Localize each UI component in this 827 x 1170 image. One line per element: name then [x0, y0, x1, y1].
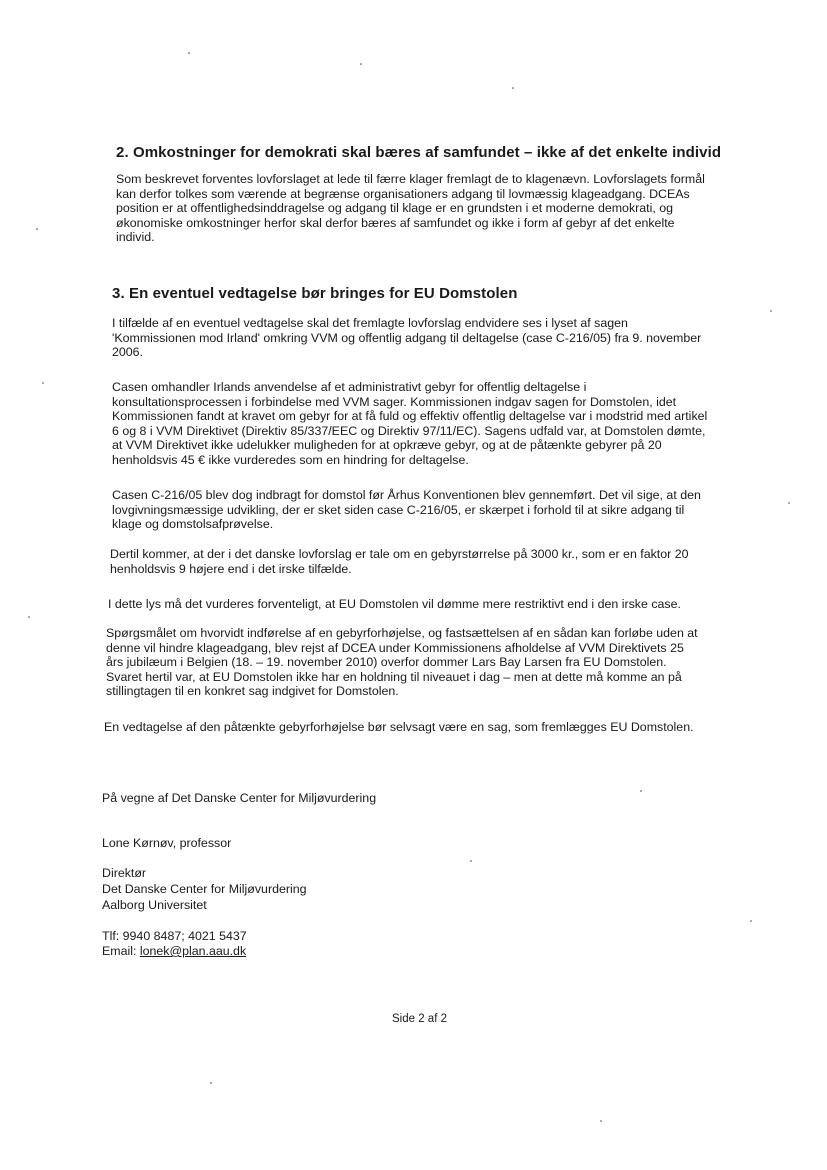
scan-speck [28, 616, 30, 618]
page-number: Side 2 af 2 [392, 1013, 447, 1025]
text-line: individ. [116, 230, 155, 244]
text-line: Kommissionen fandt at kravet om gebyr for at få fuld og effektiv offentlig deltagelse var i modstrid med artikel [112, 409, 708, 423]
text-line: henholdsvis 9 højere end i det irske tilfælde. [110, 561, 352, 576]
text-line: position er at offentlighedsinddragelse og adgang til klage er en grundsten i et moderne demokrati, og [116, 201, 674, 215]
text-line: 2006. [112, 345, 144, 359]
text-line: 6 og 8 i VVM Direktivet (Direktiv 85/337/EEC og Direktiv 97/11/EC). Sagens udfald var, at Domstolen dømte, [112, 423, 706, 438]
text-line: lovgivningsmæssige udvikling, der er sket siden case C-216/05, er skærpet i forhold til at sikre adgang til [112, 502, 685, 517]
text-line: klage og domstolsafprøvelse. [112, 517, 274, 531]
section-2-heading: 2. Omkostninger for demokrati skal bæres af samfundet – ikke af det enkelte individ [116, 144, 722, 161]
signatory-organization: Det Danske Center for Miljøvurdering [102, 882, 307, 896]
text-line: Casen C-216/05 blev dog indbragt for domstol før Århus Konventionen blev gennemført. Det vil sige, at den [112, 488, 701, 502]
scan-speck [188, 52, 190, 54]
scan-speck [42, 382, 44, 384]
on-behalf-line: På vegne af Det Danske Center for Miljøvurdering [102, 791, 377, 805]
email-link[interactable]: lonek@plan.aau.dk [139, 944, 247, 958]
text-line: denne vil hindre klageadgang, blev rejst af DCEA under Kommissionens afholdelse af VVM Direktivets 25 [106, 640, 684, 655]
email-line [102, 944, 246, 958]
section-3-paragraph-4 [110, 547, 758, 576]
text-line: Dertil kommer, at der i det danske lovforslag er tale om en gebyrstørrelse på 3000 kr., som er en faktor 20 [110, 547, 689, 561]
email-label: Email: [102, 944, 140, 958]
scan-speck [640, 790, 642, 792]
scan-speck [512, 87, 514, 89]
section-3-paragraph-5 [108, 597, 756, 612]
text-line: Spørgsmålet om hvorvidt indførelse af en gebyrforhøjelse, og fastsættelsen af en sådan kan forløbe uden at [106, 626, 698, 640]
scan-speck [750, 920, 752, 922]
scan-speck [600, 1120, 602, 1122]
text-line: Casen omhandler Irlands anvendelse af et administrativt gebyr for offentlig deltagelse i [112, 380, 587, 394]
text-line: Som beskrevet forventes lovforslaget at lede til færre klager fremlagt de to klagenævn. Lovforslagets formål [116, 172, 705, 186]
section-3-paragraph-2 [112, 380, 760, 467]
scan-speck [360, 63, 362, 65]
scan-speck [470, 860, 472, 862]
text-line: I dette lys må det vurderes forventeligt, at EU Domstolen vil dømme mere restriktivt end i den irske case. [108, 597, 681, 611]
text-line: kan derfor tolkes som værende at begrænse organisationers adgang til lovmæssig klageadgang. DCEAs [116, 186, 690, 201]
text-line: En vedtagelse af den påtænkte gebyrforhøjelse bør selvsagt være en sag, som fremlægges EU Domstolen. [104, 720, 694, 734]
signatory-title: Direktør [102, 866, 147, 880]
section-3-heading: 3. En eventuel vedtagelse bør bringes for EU Domstolen [112, 285, 518, 302]
text-line: økonomiske omkostninger herfor skal derfor bæres af samfundet og ikke i form af gebyr af det enkelte [116, 215, 675, 230]
text-line: at VVM Direktivet ikke udelukker muligheden for at opkræve gebyr, og at de påtænkte gebyrer på 20 [112, 438, 662, 452]
text-line: I tilfælde af en eventuel vedtagelse skal det fremlagte lovforslag endvidere ses i lyset af sagen [112, 316, 628, 330]
scan-speck [788, 502, 790, 504]
scan-speck [36, 228, 38, 230]
text-line: stillingtagen til en konkret sag indgivet for Domstolen. [106, 684, 399, 698]
text-line: konsultationsprocessen i forbindelse med VVM sager. Kommissionen indgav sagen for Domstolen, idet [112, 394, 677, 409]
text-line: Svaret hertil var, at EU Domstolen ikke har en holdning til niveauet i dag – men at dette må komme an på [106, 669, 682, 684]
signatory-name: Lone Kørnøv, professor [102, 836, 232, 850]
scan-speck [770, 310, 772, 312]
section-3-paragraph-6 [106, 626, 754, 699]
phone-line: Tlf: 9940 8487; 4021 5437 [102, 929, 247, 943]
section-2-paragraph [116, 172, 764, 245]
signatory-university: Aalborg Universitet [102, 898, 207, 912]
section-3-paragraph-7 [104, 720, 752, 735]
text-line: 'Kommissionen mod Irland' omkring VVM og offentlig adgang til deltagelse (case C-216/05) fra 9. november [112, 330, 702, 345]
section-3-paragraph-1 [112, 316, 760, 360]
text-line: henholdsvis 45 € ikke vurderedes som en hindring for deltagelse. [112, 452, 469, 467]
scan-speck [210, 1082, 212, 1084]
section-3-paragraph-3 [112, 488, 760, 532]
text-line: års jubilæum i Belgien (18. – 19. november 2010) overfor dommer Lars Bay Larsen fra EU Domstolen. [106, 655, 667, 669]
